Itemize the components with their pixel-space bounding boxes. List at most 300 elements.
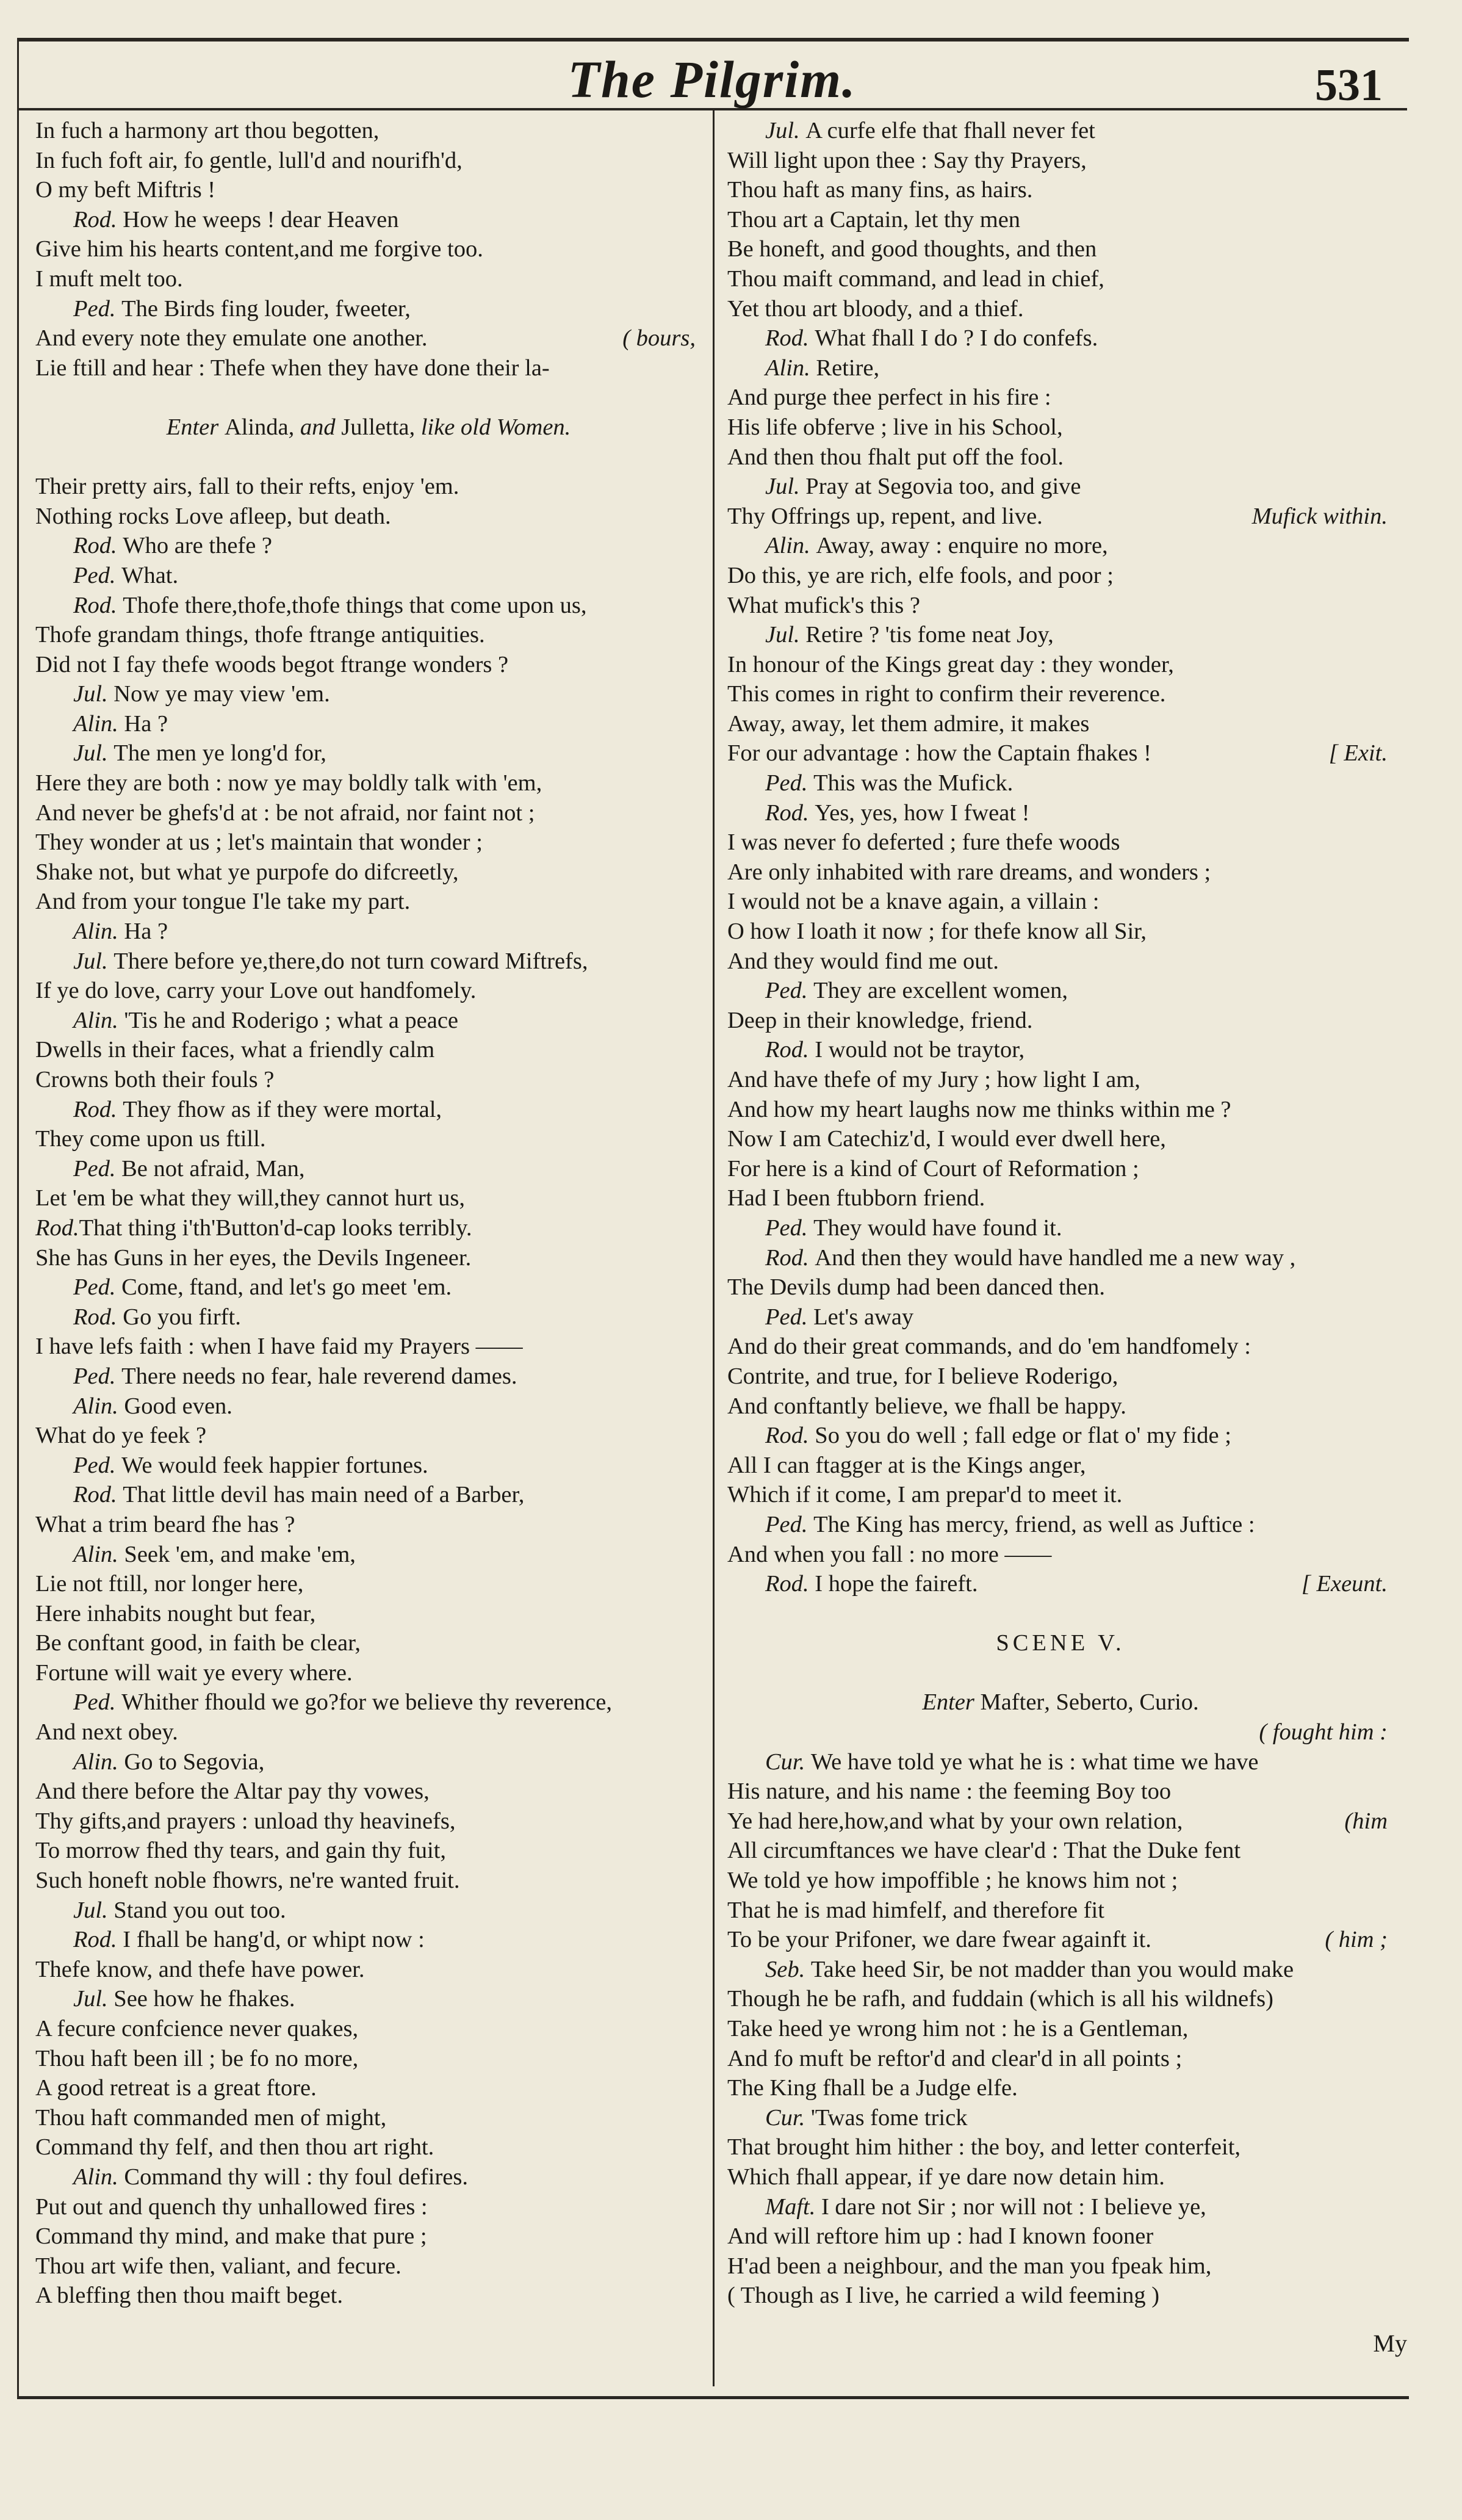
verse-line bbox=[35, 828, 702, 857]
speech-line bbox=[727, 1569, 1394, 1599]
verse-line bbox=[35, 1807, 702, 1836]
line-text: The King has mercy, friend, as well as Juftice : bbox=[813, 1511, 1255, 1537]
speech-line bbox=[35, 1688, 702, 1717]
verse-line bbox=[727, 591, 1394, 621]
verse-line bbox=[35, 2132, 702, 2162]
speaker-prefix: Alin. bbox=[73, 1749, 124, 1775]
verse-line bbox=[35, 1510, 702, 1540]
speaker-prefix: Ped. bbox=[73, 1363, 122, 1389]
line-text: Ha ? bbox=[124, 710, 168, 737]
speech-line bbox=[727, 116, 1394, 146]
speaker-prefix: Ped. bbox=[765, 978, 814, 1004]
line-text: Command thy will : thy foul defires. bbox=[124, 2164, 468, 2190]
speaker-prefix: Alin. bbox=[765, 355, 816, 381]
speech-line bbox=[727, 1213, 1394, 1243]
line-text: All circumftances we have clear'd : That the Duke fent bbox=[727, 1838, 1241, 1864]
speaker-prefix: Rod. bbox=[765, 800, 815, 826]
speaker-prefix: Ped. bbox=[765, 770, 814, 796]
line-text: For here is a kind of Court of Reformation ; bbox=[727, 1155, 1139, 1182]
line-text: Thefe know, and thefe have power. bbox=[35, 1956, 365, 1982]
speaker-prefix: Ped. bbox=[765, 1215, 814, 1241]
line-text: Go to Segovia, bbox=[124, 1749, 265, 1775]
verse-line bbox=[35, 234, 702, 264]
speaker-prefix: Jul. bbox=[765, 118, 806, 143]
verse-line bbox=[35, 2192, 702, 2222]
line-text: Had I been ftubborn friend. bbox=[727, 1185, 985, 1211]
speech-line bbox=[35, 1302, 702, 1332]
line-text: And when you fall : no more —— bbox=[727, 1541, 1052, 1567]
character-name: Alinda bbox=[224, 414, 289, 440]
verse-line bbox=[35, 472, 702, 502]
line-text: A curfe elfe that fhall never fet bbox=[805, 118, 1095, 143]
line-text: And conftantly believe, we fhall be happy. bbox=[727, 1393, 1126, 1419]
line-text: A bleffing then thou maift beget. bbox=[35, 2283, 343, 2309]
line-text: And never be ghefs'd at : be not afraid, nor faint not ; bbox=[35, 800, 535, 826]
verse-line bbox=[727, 1717, 1394, 1747]
verse-line bbox=[35, 116, 702, 146]
speech-line bbox=[35, 205, 702, 235]
speaker-prefix: Alin. bbox=[73, 1393, 124, 1419]
line-text: For our advantage : how the Captain fhakes ! bbox=[727, 740, 1151, 767]
line-text: And next obey. bbox=[35, 1719, 178, 1746]
speech-line bbox=[727, 1510, 1394, 1540]
line-text: Seek 'em, and make 'em, bbox=[124, 1541, 356, 1567]
speech-line bbox=[35, 1896, 702, 1926]
line-text: Did not I fay thefe woods begot ftrange wonders ? bbox=[35, 651, 509, 677]
line-text: Shake not, but what ye purpofe do difcreetly, bbox=[35, 859, 459, 885]
verse-line bbox=[727, 1836, 1394, 1866]
line-text: In fuch foft air, fo gentle, lull'd and nourifh'd, bbox=[35, 147, 463, 173]
verse-line bbox=[727, 828, 1394, 857]
speech-line bbox=[35, 1925, 702, 1955]
line-text: Here they are both : now ye may boldly talk with 'em, bbox=[35, 770, 542, 796]
speech-line bbox=[727, 2103, 1394, 2133]
line-text: There before ye,there,do not turn coward Miftrefs, bbox=[113, 948, 588, 974]
verse-line bbox=[35, 798, 702, 828]
line-text: And do their great commands, and do 'em handfomely : bbox=[727, 1334, 1251, 1360]
line-text: His nature, and his name : the feeming Boy too bbox=[727, 1778, 1172, 1805]
line-text: The King fhall be a Judge elfe. bbox=[727, 2075, 1018, 2101]
speech-line bbox=[35, 1392, 702, 1421]
stage-direction bbox=[35, 413, 702, 442]
line-text: H'ad been a neighbour, and the man you fpeak him, bbox=[727, 2253, 1212, 2279]
line-text: And there before the Altar pay thy vowes, bbox=[35, 1778, 430, 1805]
verse-line bbox=[727, 1183, 1394, 1213]
verse-line bbox=[727, 857, 1394, 887]
line-text: And will reftore him up : had I known fooner bbox=[727, 2223, 1154, 2250]
blank-line bbox=[727, 1658, 1394, 1688]
line-text: What mufick's this ? bbox=[727, 592, 920, 618]
verse-line bbox=[727, 561, 1394, 591]
speaker-prefix: Rod. bbox=[765, 1037, 815, 1063]
verse-line bbox=[35, 1065, 702, 1095]
speaker-prefix: Rod. bbox=[765, 1423, 815, 1449]
line-text: And how my heart laughs now me thinks within me ? bbox=[727, 1096, 1231, 1122]
speech-line bbox=[727, 1421, 1394, 1451]
verse-line bbox=[35, 1183, 702, 1213]
speech-line bbox=[727, 1747, 1394, 1777]
speaker-prefix: Alin. bbox=[765, 533, 816, 559]
line-text: We told ye how impoffible ; he knows him not ; bbox=[727, 1868, 1178, 1894]
verse-line bbox=[35, 2222, 702, 2251]
speech-line bbox=[35, 1540, 702, 1570]
line-text: That little devil has main need of a Barber, bbox=[123, 1482, 525, 1508]
speech-line bbox=[35, 1006, 702, 1036]
speech-line bbox=[35, 2162, 702, 2192]
speaker-prefix: Ped. bbox=[73, 1274, 122, 1301]
speech-line bbox=[727, 1955, 1394, 1985]
line-text: To morrow fhed thy tears, and gain thy fuit, bbox=[35, 1838, 447, 1864]
line-text: What a trim beard fhe has ? bbox=[35, 1511, 295, 1537]
speech-line bbox=[35, 947, 702, 977]
verse-line bbox=[35, 2044, 702, 2074]
speech-line bbox=[35, 561, 702, 591]
verse-line bbox=[727, 1807, 1394, 1836]
speech-line bbox=[727, 1302, 1394, 1332]
verse-line bbox=[727, 1124, 1394, 1154]
speaker-prefix: Alin. bbox=[73, 2164, 124, 2190]
verse-line bbox=[35, 1717, 702, 1747]
verse-line bbox=[727, 1006, 1394, 1036]
line-text: Such honeft noble fhowrs, ne're wanted fruit. bbox=[35, 1868, 460, 1894]
verse-line bbox=[727, 1154, 1394, 1184]
catchword: My bbox=[1373, 2330, 1407, 2357]
line-text: Thy Offrings up, repent, and live. bbox=[727, 503, 1043, 529]
line-text: His life obferve ; live in his School, bbox=[727, 414, 1063, 440]
speaker-prefix: Rod. bbox=[73, 1096, 123, 1122]
line-text: Thou maift command, and lead in chief, bbox=[727, 265, 1104, 292]
line-text: O how I loath it now ; for thefe know all Sir, bbox=[727, 919, 1147, 945]
line-text: She has Guns in her eyes, the Devils Ingeneer. bbox=[35, 1244, 472, 1271]
line-text: And from your tongue I'le take my part. bbox=[35, 889, 411, 915]
right-aligned-note: [ Exit. bbox=[1328, 740, 1388, 767]
line-text: They would have found it. bbox=[813, 1215, 1062, 1241]
line-text: They come upon us ftill. bbox=[35, 1126, 266, 1152]
line-text: I have lefs faith : when I have faid my Prayers —— bbox=[35, 1334, 523, 1360]
verse-line bbox=[727, 917, 1394, 947]
speech-line bbox=[727, 1035, 1394, 1065]
stage-direction-text: , bbox=[1044, 1689, 1056, 1716]
character-name: Julletta bbox=[341, 414, 409, 440]
line-text: A fecure confcience never quakes, bbox=[35, 2016, 359, 2042]
verse-line bbox=[35, 2251, 702, 2281]
stage-direction-text: , and bbox=[288, 414, 342, 440]
line-text: Come, ftand, and let's go meet 'em. bbox=[121, 1274, 452, 1301]
verse-line bbox=[727, 1095, 1394, 1125]
line-text: Will light upon thee : Say thy Prayers, bbox=[727, 147, 1087, 173]
line-text: Whither fhould we go?for we believe thy reverence, bbox=[121, 1689, 612, 1716]
speech-line bbox=[727, 353, 1394, 383]
stage-direction bbox=[727, 1688, 1394, 1717]
line-text: Their pretty airs, fall to their refts, enjoy 'em. bbox=[35, 474, 459, 500]
verse-line bbox=[35, 976, 702, 1006]
blank-line bbox=[35, 442, 702, 472]
verse-line bbox=[35, 857, 702, 887]
line-text: I was never fo deferted ; fure thefe woods bbox=[727, 829, 1120, 856]
verse-line bbox=[35, 1421, 702, 1451]
line-text: Though he be rafh, and fuddain (which is all his wildnefs) bbox=[727, 1986, 1273, 2012]
speech-line bbox=[35, 531, 702, 561]
verse-line bbox=[727, 2162, 1394, 2192]
line-text: O my beft Miftris ! bbox=[35, 177, 216, 203]
verse-line bbox=[727, 1896, 1394, 1926]
speech-line bbox=[35, 1095, 702, 1125]
verse-line bbox=[727, 1984, 1394, 2014]
line-text: A good retreat is a great ftore. bbox=[35, 2075, 317, 2101]
speaker-prefix: Ped. bbox=[73, 1155, 122, 1182]
stage-direction-text: Enter bbox=[922, 1689, 981, 1716]
speaker-prefix: Ped. bbox=[73, 1452, 122, 1478]
line-text: The Devils dump had been danced then. bbox=[727, 1274, 1106, 1301]
page-title: The Pilgrim. bbox=[567, 50, 857, 109]
speaker-prefix: Rod. bbox=[73, 206, 123, 233]
line-text: And fo muft be reftor'd and clear'd in all points ; bbox=[727, 2045, 1183, 2071]
line-text: And they would find me out. bbox=[727, 948, 999, 974]
line-text: Stand you out too. bbox=[113, 1897, 286, 1923]
line-text: Away, away, let them admire, it makes bbox=[727, 710, 1090, 737]
speaker-prefix: Rod. bbox=[765, 325, 815, 352]
verse-line bbox=[35, 175, 702, 205]
verse-line bbox=[35, 1569, 702, 1599]
line-text: What fhall I do ? I do confefs. bbox=[815, 325, 1098, 352]
right-aligned-note: [ Exeunt. bbox=[1301, 1571, 1388, 1597]
verse-line bbox=[727, 650, 1394, 680]
line-text: Thofe there,thofe,thofe things that come upon us, bbox=[123, 592, 587, 618]
verse-line bbox=[727, 294, 1394, 324]
verse-line bbox=[727, 2281, 1394, 2311]
speech-line bbox=[35, 738, 702, 768]
speaker-prefix: Rod. bbox=[73, 533, 123, 559]
speaker-prefix: Ped. bbox=[73, 295, 122, 322]
line-text: Thou art wife then, valiant, and fecure. bbox=[35, 2253, 402, 2279]
line-text: Here inhabits nought but fear, bbox=[35, 1600, 316, 1626]
line-text: Retire, bbox=[816, 355, 880, 381]
verse-line bbox=[35, 1955, 702, 1985]
verse-line bbox=[35, 1777, 702, 1807]
speaker-prefix: Jul. bbox=[765, 622, 806, 648]
character-name: Seberto, Curio. bbox=[1056, 1689, 1199, 1716]
line-text: Thou haft commanded men of might, bbox=[35, 2104, 387, 2131]
speaker-prefix: Alin. bbox=[73, 919, 124, 945]
left-column bbox=[35, 116, 702, 2311]
speaker-prefix: Ped. bbox=[765, 1304, 814, 1330]
line-text: The men ye long'd for, bbox=[113, 740, 326, 767]
line-text: Are only inhabited with rare dreams, and wonders ; bbox=[727, 859, 1211, 885]
right-aligned-note: Mufick within. bbox=[1251, 503, 1388, 529]
speaker-prefix: Alin. bbox=[73, 710, 124, 737]
line-text: They wonder at us ; let's maintain that wonder ; bbox=[35, 829, 483, 856]
line-text: That he is mad himfelf, and therefore fit bbox=[727, 1897, 1104, 1923]
line-text: Contrite, and true, for I believe Roderigo, bbox=[727, 1363, 1118, 1389]
verse-line bbox=[35, 264, 702, 294]
speaker-prefix: Rod. bbox=[73, 1927, 123, 1953]
line-text: Let 'em be what they will,they cannot hurt us, bbox=[35, 1185, 466, 1211]
verse-line bbox=[727, 738, 1394, 768]
line-text: Thou haft been ill ; be fo no more, bbox=[35, 2045, 359, 2071]
speech-line bbox=[727, 1243, 1394, 1273]
verse-line bbox=[727, 146, 1394, 176]
verse-line bbox=[727, 2222, 1394, 2251]
speaker-prefix: Maft. bbox=[765, 2193, 821, 2220]
line-text: And every note they emulate one another. bbox=[35, 325, 428, 352]
verse-line bbox=[35, 1035, 702, 1065]
line-text: The Birds fing louder, fweeter, bbox=[121, 295, 411, 322]
speaker-prefix: Rod. bbox=[765, 1244, 815, 1271]
speech-line bbox=[35, 1984, 702, 2014]
line-text: Do this, ye are rich, elfe fools, and poor ; bbox=[727, 562, 1114, 588]
line-text: They fhow as if they were mortal, bbox=[123, 1096, 442, 1122]
speech-line bbox=[35, 1213, 702, 1243]
speaker-prefix: Ped. bbox=[73, 562, 122, 588]
verse-line bbox=[727, 1480, 1394, 1510]
speaker-prefix: Rod. bbox=[73, 1304, 123, 1330]
verse-line bbox=[727, 1332, 1394, 1362]
line-text: Pray at Segovia too, and give bbox=[805, 474, 1081, 500]
verse-line bbox=[727, 175, 1394, 205]
speaker-prefix: Alin. bbox=[73, 1541, 124, 1567]
speech-line bbox=[727, 620, 1394, 650]
verse-line bbox=[727, 1925, 1394, 1955]
line-text: See how he fhakes. bbox=[113, 1986, 295, 2012]
line-text: Be not afraid, Man, bbox=[121, 1155, 305, 1182]
speech-line bbox=[727, 472, 1394, 502]
speaker-prefix: Alin. bbox=[73, 1007, 124, 1033]
line-text: Fortune will wait ye every where. bbox=[35, 1659, 353, 1686]
line-text: I would not be traytor, bbox=[815, 1037, 1025, 1063]
verse-line bbox=[727, 1362, 1394, 1392]
verse-line bbox=[35, 146, 702, 176]
speaker-prefix: Jul. bbox=[73, 740, 114, 767]
line-text: Lie not ftill, nor longer here, bbox=[35, 1571, 304, 1597]
page-number: 531 bbox=[1315, 60, 1383, 110]
line-text: I hope the faireft. bbox=[815, 1571, 978, 1597]
verse-line bbox=[727, 2251, 1394, 2281]
line-text: Crowns both their fouls ? bbox=[35, 1067, 275, 1092]
verse-line bbox=[35, 1599, 702, 1629]
verse-line bbox=[727, 2044, 1394, 2074]
verse-line bbox=[35, 620, 702, 650]
speaker-prefix: Rod. bbox=[35, 1215, 79, 1241]
verse-line bbox=[727, 264, 1394, 294]
verse-line bbox=[727, 383, 1394, 413]
line-text: We have told ye what he is : what time we have bbox=[810, 1749, 1259, 1775]
line-text: Away, away : enquire no more, bbox=[816, 533, 1108, 559]
blank-line bbox=[727, 1599, 1394, 1629]
verse-line bbox=[35, 1332, 702, 1362]
verse-line bbox=[35, 1243, 702, 1273]
line-text: Be honeft, and good thoughts, and then bbox=[727, 236, 1097, 262]
line-text: Thofe grandam things, thofe ftrange antiquities. bbox=[35, 622, 485, 648]
line-text: Which fhall appear, if ye dare now detain him. bbox=[727, 2164, 1165, 2190]
speech-line bbox=[35, 1480, 702, 1510]
line-text: Go you firft. bbox=[123, 1304, 241, 1330]
line-text: Command thy felf, and then thou art right. bbox=[35, 2134, 434, 2161]
running-header bbox=[17, 38, 1407, 110]
line-text: If ye do love, carry your Love out handfomely. bbox=[35, 978, 477, 1004]
line-text: Command thy mind, and make that pure ; bbox=[35, 2223, 427, 2250]
speaker-prefix: Cur. bbox=[765, 1749, 811, 1775]
speaker-prefix: Jul. bbox=[73, 681, 114, 707]
verse-line bbox=[35, 1866, 702, 1896]
verse-line bbox=[35, 768, 702, 798]
line-text: And then they would have handled me a new way , bbox=[815, 1244, 1296, 1271]
line-text: Put out and quench thy unhallowed fires : bbox=[35, 2193, 428, 2220]
right-aligned-note: (him bbox=[1344, 1808, 1388, 1834]
scene-heading: SCENE V. bbox=[996, 1630, 1125, 1656]
line-text: All I can ftagger at is the Kings anger, bbox=[727, 1452, 1086, 1478]
verse-line bbox=[727, 1392, 1394, 1421]
line-text: Which if it come, I am prepar'd to meet it. bbox=[727, 1482, 1123, 1508]
speaker-prefix: Ped. bbox=[73, 1689, 122, 1716]
line-text: 'Tis he and Roderigo ; what a peace bbox=[124, 1007, 459, 1033]
speech-line bbox=[35, 1362, 702, 1392]
line-text: What. bbox=[121, 562, 179, 588]
speech-line bbox=[35, 1451, 702, 1481]
stage-direction-text: , like old Women. bbox=[409, 414, 571, 440]
verse-line bbox=[727, 2132, 1394, 2162]
line-text: Thou art a Captain, let thy men bbox=[727, 206, 1021, 233]
speaker-prefix: Rod. bbox=[765, 1571, 815, 1597]
speech-line bbox=[727, 798, 1394, 828]
verse-line bbox=[727, 887, 1394, 917]
verse-line bbox=[35, 2281, 702, 2311]
speech-line bbox=[35, 709, 702, 739]
speech-line bbox=[35, 917, 702, 947]
verse-line bbox=[727, 205, 1394, 235]
line-text: And then thou fhalt put off the fool. bbox=[727, 444, 1064, 470]
verse-line bbox=[35, 1124, 702, 1154]
character-name: Mafter bbox=[980, 1689, 1045, 1716]
line-text: So you do well ; fall edge or flat o' my fide ; bbox=[815, 1423, 1231, 1449]
speech-line bbox=[727, 531, 1394, 561]
verse-line bbox=[727, 1777, 1394, 1807]
line-text: Now ye may view 'em. bbox=[113, 681, 330, 707]
line-text: 'Twas fome trick bbox=[810, 2104, 968, 2131]
speaker-prefix: Ped. bbox=[765, 1511, 814, 1537]
verse-line bbox=[727, 709, 1394, 739]
line-text: Ha ? bbox=[124, 919, 168, 945]
line-text: How he weeps ! dear Heaven bbox=[123, 206, 399, 233]
line-text: Give him his hearts content,and me forgive too. bbox=[35, 236, 483, 262]
line-text: I muft melt too. bbox=[35, 265, 183, 292]
line-text: I fhall be hang'd, or whipt now : bbox=[123, 1927, 425, 1953]
verse-line bbox=[35, 323, 702, 353]
line-text: They are excellent women, bbox=[813, 978, 1068, 1004]
line-text: Thou haft as many fins, as hairs. bbox=[727, 177, 1033, 203]
line-text: Who are thefe ? bbox=[123, 533, 273, 559]
speech-line bbox=[35, 1273, 702, 1302]
line-text: To be your Prifoner, we dare fwear againft it. bbox=[727, 1927, 1151, 1953]
right-column bbox=[727, 116, 1394, 2311]
speech-line bbox=[35, 591, 702, 621]
speech-line bbox=[727, 2192, 1394, 2222]
verse-line bbox=[35, 650, 702, 680]
verse-line bbox=[35, 2014, 702, 2044]
verse-line bbox=[35, 887, 702, 917]
speaker-prefix: Jul. bbox=[73, 948, 114, 974]
line-text: In fuch a harmony art thou begotten, bbox=[35, 118, 380, 143]
speaker-prefix: Cur. bbox=[765, 2104, 811, 2131]
line-text: ( Though as I live, he carried a wild feeming ) bbox=[727, 2283, 1160, 2309]
speaker-prefix: Seb. bbox=[765, 1956, 811, 1982]
line-text: That thing i'th'Button'd-cap looks terribly. bbox=[79, 1215, 472, 1241]
verse-line bbox=[727, 1273, 1394, 1302]
line-text: Yet thou art bloody, and a thief. bbox=[727, 295, 1024, 322]
line-text: Take heed Sir, be not madder than you would make bbox=[810, 1956, 1294, 1982]
right-aligned-note: ( bours, bbox=[622, 325, 696, 352]
line-text: This comes in right to confirm their reverence. bbox=[727, 681, 1166, 707]
line-text: Be conftant good, in faith be clear, bbox=[35, 1630, 361, 1656]
